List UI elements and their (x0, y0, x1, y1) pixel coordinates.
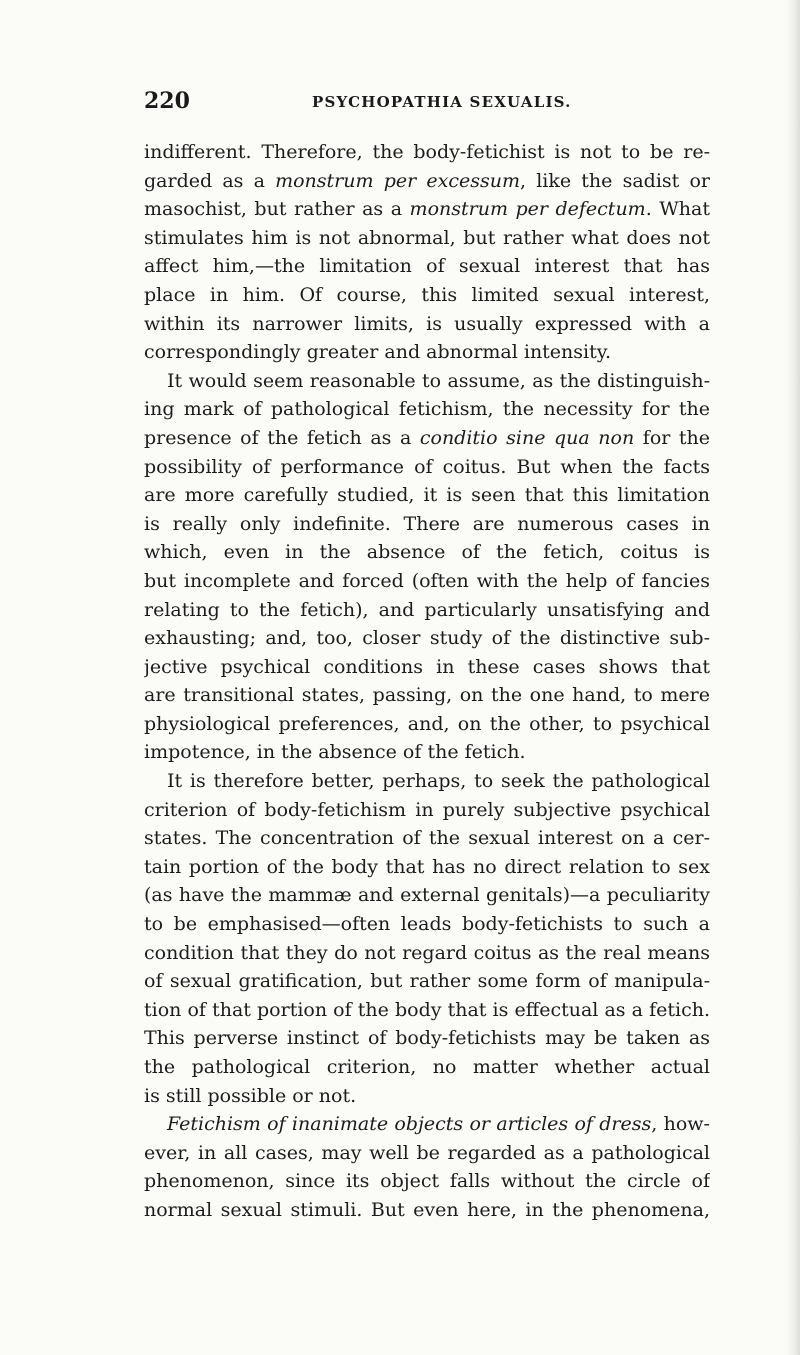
text-line (144, 367, 710, 396)
text-line (144, 567, 710, 596)
text-run: relating to the fetich), and particularly unsatisfying and (144, 598, 710, 621)
text-run: This perverse instinct of body-fetichists may be taken as (144, 1027, 710, 1050)
text-line (144, 681, 710, 710)
text-run: normal sexual stimuli. But even here, in the phenomena, (144, 1198, 710, 1221)
text-run: tion of that portion of the body that is effectual as a fetich. (144, 998, 710, 1021)
text-run: condition that they do not regard coitus as the real means (144, 941, 710, 964)
text-line (144, 138, 710, 167)
text-run: criterion of body-fetichism in purely subjective psychical (144, 798, 710, 821)
text-run: is still possible or not. (144, 1084, 357, 1107)
text-run: of sexual gratification, but rather some form of manipula- (144, 970, 710, 993)
text-line (144, 653, 710, 682)
text-run: possibility of performance of coitus. But when the facts (144, 455, 710, 478)
text-run: phenomenon, since its object falls without the circle of (144, 1170, 710, 1193)
text-run: for the (634, 426, 710, 449)
text-run: garded as a (144, 169, 276, 192)
text-run: stimulates him is not abnormal, but rather what does not (144, 226, 710, 249)
text-line (144, 1167, 710, 1196)
text-line (144, 1110, 710, 1139)
text-run: within its narrower limits, is usually expressed with a (144, 312, 710, 335)
text-run: correspondingly greater and abnormal intensity. (144, 341, 612, 364)
text-run: are transitional states, passing, on the one hand, to mere (144, 684, 710, 707)
italic-phrase: Fetichism of inanimate objects or articles of dress (167, 1113, 652, 1136)
text-run: exhausting; and, too, closer study of the distinctive sub- (144, 627, 710, 650)
text-line (144, 767, 710, 796)
text-run: is really only indefinite. There are numerous cases in (144, 512, 710, 535)
text-run: the pathological criterion, no matter whether actual (144, 1056, 710, 1078)
text-run: masochist, but rather as a (144, 198, 410, 221)
text-line (144, 1082, 710, 1111)
running-head: PSYCHOPATHIA SEXUALIS. (312, 93, 572, 111)
text-line (144, 939, 710, 968)
body-text (144, 138, 710, 1225)
text-run: . What (645, 198, 710, 221)
text-line (144, 310, 710, 339)
text-run: but incomplete and forced (often with the help of fancies (144, 569, 710, 592)
text-run: tain portion of the body that has no direct relation to sex (144, 855, 710, 878)
text-line (144, 538, 710, 567)
text-line (144, 796, 710, 825)
text-line (144, 510, 710, 539)
text-run: which, even in the absence of the fetich, coitus is (144, 541, 710, 564)
text-run: to be emphasised—often leads body-fetichists to such a (144, 913, 710, 936)
text-run: affect him,—the limitation of sexual interest that has (144, 255, 710, 278)
text-line (144, 424, 710, 453)
text-line (144, 252, 710, 281)
page-header (144, 88, 710, 118)
text-run: are more carefully studied, it is seen that this limitation (144, 484, 710, 507)
text-run: , like the sadist or (519, 169, 710, 192)
text-run: indifferent. Therefore, the body-fetichist is not to be re- (144, 141, 710, 163)
text-run: ing mark of pathological fetichism, the necessity for the (144, 398, 710, 421)
text-run: ever, in all cases, may well be regarded as a pathological (144, 1141, 710, 1164)
text-line (144, 195, 710, 224)
italic-phrase: monstrum per defectum (409, 198, 646, 221)
page-number: 220 (144, 88, 190, 114)
text-run: It is therefore better, perhaps, to seek the pathological (167, 770, 710, 793)
text-line (144, 281, 710, 310)
text-run: place in him. Of course, this limited sexual interest, (144, 283, 710, 306)
text-run: presence of the fetich as a (144, 426, 420, 449)
italic-phrase: conditio sine qua non (419, 426, 635, 449)
text-run: states. The concentration of the sexual interest on a cer- (144, 827, 710, 850)
text-line (144, 596, 710, 625)
text-line (144, 1024, 710, 1053)
text-line (144, 453, 710, 482)
text-line (144, 967, 710, 996)
text-line (144, 996, 710, 1025)
text-line (144, 338, 710, 367)
text-line (144, 624, 710, 653)
page-edge-shadow (786, 0, 800, 1355)
text-run: jective psychical conditions in these cases shows that (144, 655, 710, 678)
italic-phrase: monstrum per excessum (275, 169, 520, 192)
text-line (144, 224, 710, 253)
text-line (144, 1053, 710, 1082)
text-line (144, 1196, 710, 1225)
text-line (144, 824, 710, 853)
text-line (144, 738, 710, 767)
text-run: physiological preferences, and, on the other, to psychical (144, 712, 710, 735)
text-line (144, 1139, 710, 1168)
text-line (144, 853, 710, 882)
text-run: It would seem reasonable to assume, as the distinguish- (167, 369, 710, 392)
text-line (144, 910, 710, 939)
text-line (144, 481, 710, 510)
text-run: (as have the mammæ and external genitals)—a peculiarity (144, 884, 710, 907)
text-line (144, 881, 710, 910)
text-line (144, 395, 710, 424)
text-run: , how- (651, 1113, 710, 1136)
text-line (144, 710, 710, 739)
text-line (144, 167, 710, 196)
text-run: impotence, in the absence of the fetich. (144, 741, 526, 764)
